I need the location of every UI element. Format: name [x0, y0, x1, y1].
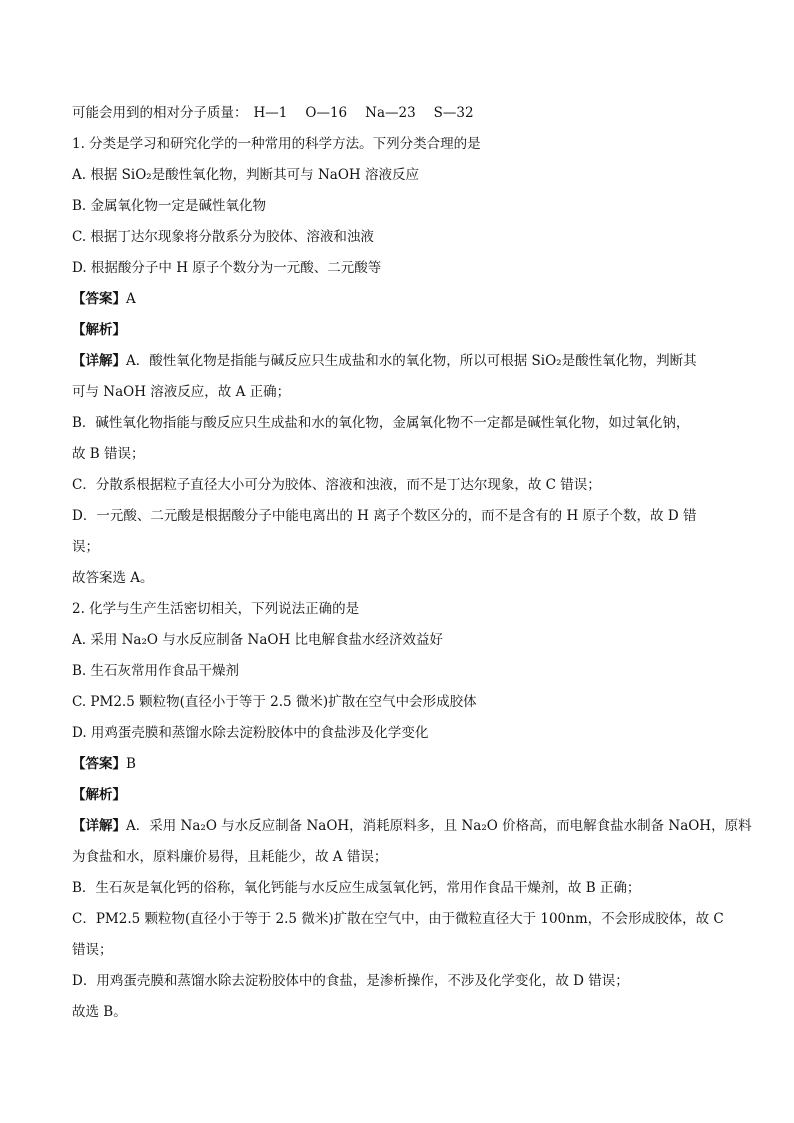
question-1-detail-b-cont: 故 B 错误； [72, 446, 145, 462]
question-1-answer [72, 284, 724, 315]
detail-tag: 【详解】 [72, 818, 126, 834]
question-1-detail-d: D．一元酸、二元酸是根据酸分子中能电离出的 H 离子个数区分的，而不是含有的 H 原子个数，故 D 错 [72, 508, 697, 524]
analysis-tag: 【解析】 [72, 787, 126, 803]
question-1-option-c: C. 根据丁达尔现象将分散系分为胶体、溶液和浊液 [72, 229, 374, 245]
question-2-detail-b: B．生石灰是氧化钙的俗称，氧化钙能与水反应生成氢氧化钙，常用作食品干燥剂，故 B 正确； [72, 880, 641, 896]
question-1-analysis [72, 315, 724, 346]
question-1-option-d: D. 根据酸分子中 H 原子个数分为一元酸、二元酸等 [72, 260, 382, 276]
question-2-detail-c-cont: 错误； [72, 942, 113, 958]
question-1-detail-a-cont: 可与 NaOH 溶液反应，故 A 正确； [72, 384, 291, 400]
answer-tag: 【答案】 [72, 756, 126, 772]
detail-tag: 【详解】 [72, 353, 126, 369]
question-2-detail-a [72, 811, 752, 842]
relative-mass-line [72, 98, 724, 129]
question-2-option-b: B. 生石灰常用作食品干燥剂 [72, 663, 240, 679]
question-1-detail-a [72, 346, 724, 377]
question-1-option-b: B. 金属氧化物一定是碱性氧化物 [72, 198, 267, 214]
mass-o: O—16 [305, 105, 348, 121]
question-2-detail-d: D．用鸡蛋壳膜和蒸馏水除去淀粉胶体中的食盐，是渗析操作，不涉及化学变化，故 D 错误； [72, 973, 629, 989]
analysis-tag: 【解析】 [72, 322, 126, 338]
question-2-detail-a-cont: 为食盐和水，原料廉价易得，且耗能少，故 A 错误； [72, 849, 388, 865]
question-2-option-d: D. 用鸡蛋壳膜和蒸馏水除去淀粉胶体中的食盐涉及化学变化 [72, 725, 429, 741]
question-2-stem: 2. 化学与生产生活密切相关，下列说法正确的是 [72, 601, 360, 617]
question-1-option-a: A. 根据 SiO₂是酸性氧化物，判断其可与 NaOH 溶液反应 [72, 167, 419, 183]
question-2-option-a: A. 采用 Na₂O 与水反应制备 NaOH 比电解食盐水经济效益好 [72, 632, 444, 648]
question-1-detail-c: C．分散系根据粒子直径大小可分为胶体、溶液和浊液，而不是丁达尔现象，故 C 错误； [72, 477, 601, 493]
question-1-stem: 1. 分类是学习和研究化学的一种常用的科学方法。下列分类合理的是 [72, 136, 481, 152]
question-2-option-c: C. PM2.5 颗粒物(直径小于等于 2.5 微米)扩散在空气中会形成胶体 [72, 694, 477, 710]
mass-na: Na—23 [365, 105, 416, 121]
detail-text: A．采用 Na₂O 与水反应制备 NaOH，消耗原料多，且 Na₂O 价格高，而电解食盐水制备 NaOH，原料 [126, 818, 752, 834]
question-2-detail-c: C．PM2.5 颗粒物(直径小于等于 2.5 微米)扩散在空气中，由于微粒直径大于 100nm，不会形成胶体，故 C [72, 911, 724, 927]
mass-s: S—32 [433, 105, 474, 121]
answer-value: B [126, 756, 136, 772]
question-1-conclusion: 故答案选 A。 [72, 570, 154, 586]
relative-mass-intro: 可能会用到的相对分子质量： [72, 105, 248, 121]
mass-h: H—1 [253, 105, 288, 121]
question-1-detail-d-cont: 误； [72, 539, 99, 555]
answer-tag: 【答案】 [72, 291, 126, 307]
answer-value: A [126, 291, 136, 307]
question-2-conclusion: 故选 B。 [72, 1004, 127, 1020]
question-2-analysis [72, 780, 724, 811]
question-2-answer [72, 749, 724, 780]
detail-text: A．酸性氧化物是指能与碱反应只生成盐和水的氧化物，所以可根据 SiO₂是酸性氧化物，判断其 [126, 353, 697, 369]
document-page [72, 98, 752, 1028]
question-1-detail-b: B．碱性氧化物指能与酸反应只生成盐和水的氧化物，金属氧化物不一定都是碱性氧化物，如过氧化钠， [72, 415, 690, 431]
